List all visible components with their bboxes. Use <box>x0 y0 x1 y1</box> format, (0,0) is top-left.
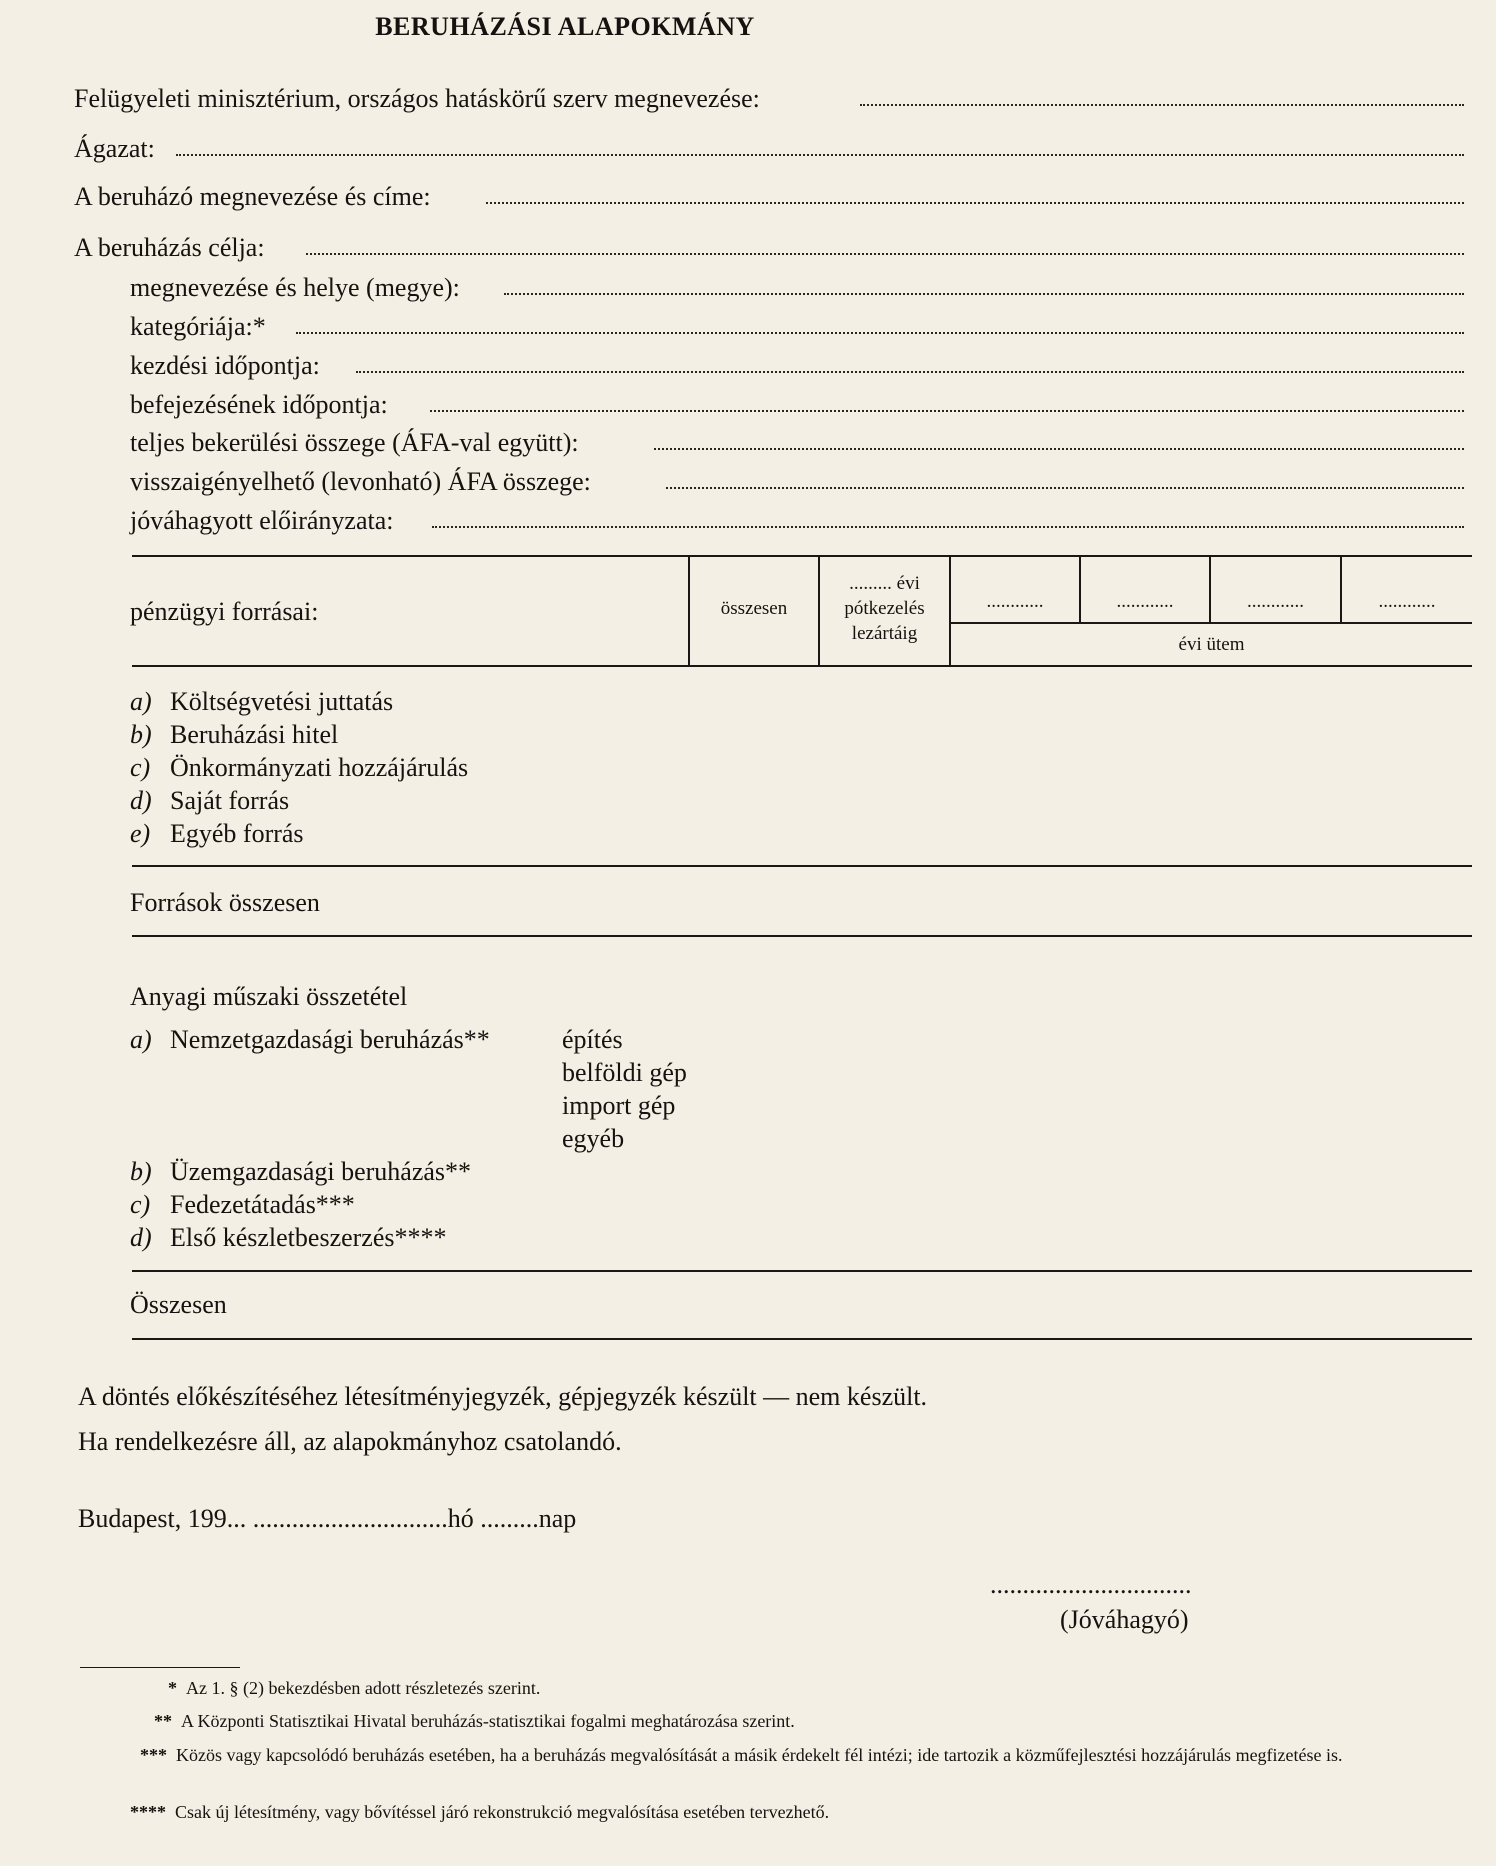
footnote: *** Közös vagy kapcsolódó beruházás esetében, ha a beruházás megvalósítását a másik érdekelt fél intézi; ide tartozik a közműfejlesztési hozzájárulás megfizetése is. <box>140 1745 1343 1765</box>
attach-note: Ha rendelkezésre áll, az alapokmányhoz csatolandó. <box>78 1427 622 1456</box>
sources-total-label: Források összesen <box>130 888 320 917</box>
vat-label: visszaigényelhető (levonható) ÁFA összege: <box>130 467 591 496</box>
composition-total-bottom-rule <box>132 1338 1472 1340</box>
composition-item: c) Fedezetátadás*** <box>130 1190 355 1219</box>
name-location-label: megnevezése és helye (megye): <box>130 273 460 302</box>
composition-sub: belföldi gép <box>562 1058 687 1087</box>
source-item: a) Költségvetési juttatás <box>130 687 394 716</box>
purpose-label: A beruházás célja: <box>74 233 265 262</box>
col-closing-l1: ......... évi <box>849 573 920 594</box>
sources-total-top-rule <box>132 865 1472 867</box>
col-total: összesen <box>720 598 788 619</box>
composition-sub: egyéb <box>562 1124 625 1153</box>
funding-row-label: pénzügyi forrásai: <box>130 597 319 626</box>
composition-total-top-rule <box>132 1270 1472 1272</box>
approved-label: jóváhagyott előirányzata: <box>130 506 394 535</box>
investor-label: A beruházó megnevezése és címe: <box>74 182 431 211</box>
footnote-rule <box>80 1667 240 1668</box>
start-date-label: kezdési időpontja: <box>130 351 320 380</box>
total-cost-field[interactable] <box>654 448 1464 450</box>
vat-field[interactable] <box>666 487 1464 489</box>
composition-total-label: Összesen <box>130 1290 227 1319</box>
investor-field[interactable] <box>486 202 1464 204</box>
col-annual: évi ütem <box>1178 634 1245 655</box>
total-cost-label: teljes bekerülési összege (ÁFA-val együtt): <box>130 428 579 457</box>
purpose-field[interactable] <box>306 253 1464 255</box>
name-location-field[interactable] <box>504 293 1464 295</box>
category-label: kategóriája:* <box>130 312 266 341</box>
composition-item-a: a) Nemzetgazdasági beruházás** <box>130 1025 490 1054</box>
end-date-label: befejezésének időpontja: <box>130 390 388 419</box>
col-year-3[interactable]: ............ <box>1247 591 1304 612</box>
footnote: ** A Központi Statisztikai Hivatal beruházás-statisztikai fogalmi meghatározása szerint. <box>154 1711 795 1731</box>
composition-item: d) Első készletbeszerzés**** <box>130 1223 447 1252</box>
composition-sub: import gép <box>562 1091 676 1120</box>
source-item: b) Beruházási hitel <box>130 720 339 749</box>
place-date-line[interactable]: Budapest, 199... ..............................hó .........nap <box>78 1504 577 1533</box>
ministry-label: Felügyeleti minisztérium, országos hatáskörű szerv megnevezése: <box>74 84 760 113</box>
footnote: * Az 1. § (2) bekezdésben adott részletezés szerint. <box>168 1678 541 1698</box>
sources-total-bottom-rule <box>132 935 1472 937</box>
col-year-4[interactable]: ............ <box>1378 591 1436 612</box>
composition-heading: Anyagi műszaki összetétel <box>130 982 408 1011</box>
sector-label: Ágazat: <box>74 134 155 163</box>
composition-item: b) Üzemgazdasági beruházás** <box>130 1157 472 1186</box>
start-date-field[interactable] <box>356 371 1464 373</box>
approved-field[interactable] <box>432 526 1464 528</box>
footnote: **** Csak új létesítmény, vagy bővítéssel járó rekonstrukció megvalósítása esetében tervezhető. <box>130 1802 830 1822</box>
decision-note: A döntés előkészítéséhez létesítményjegyzék, gépjegyzék készült — nem készült. <box>78 1382 928 1411</box>
col-year-2[interactable]: ............ <box>1116 591 1174 612</box>
end-date-field[interactable] <box>430 410 1464 412</box>
table-top-rule <box>132 555 1472 557</box>
col-closing-l2: pótkezelés <box>844 598 925 619</box>
category-field[interactable] <box>296 332 1464 334</box>
signature-label: (Jóváhagyó) <box>1060 1605 1189 1634</box>
composition-sub: építés <box>562 1025 623 1054</box>
sector-field[interactable] <box>176 154 1464 156</box>
page-title: BERUHÁZÁSI ALAPOKMÁNY <box>375 12 755 41</box>
col-year-1[interactable]: ............ <box>986 591 1044 612</box>
source-item: d) Saját forrás <box>130 786 290 815</box>
table-bottom-rule <box>132 665 1472 667</box>
signature-line[interactable]: ............................... <box>990 1570 1192 1599</box>
source-item: c) Önkormányzati hozzájárulás <box>130 753 469 782</box>
col-closing-l3: lezártáig <box>851 623 918 644</box>
ministry-field[interactable] <box>860 104 1464 106</box>
source-item: e) Egyéb forrás <box>130 819 304 848</box>
